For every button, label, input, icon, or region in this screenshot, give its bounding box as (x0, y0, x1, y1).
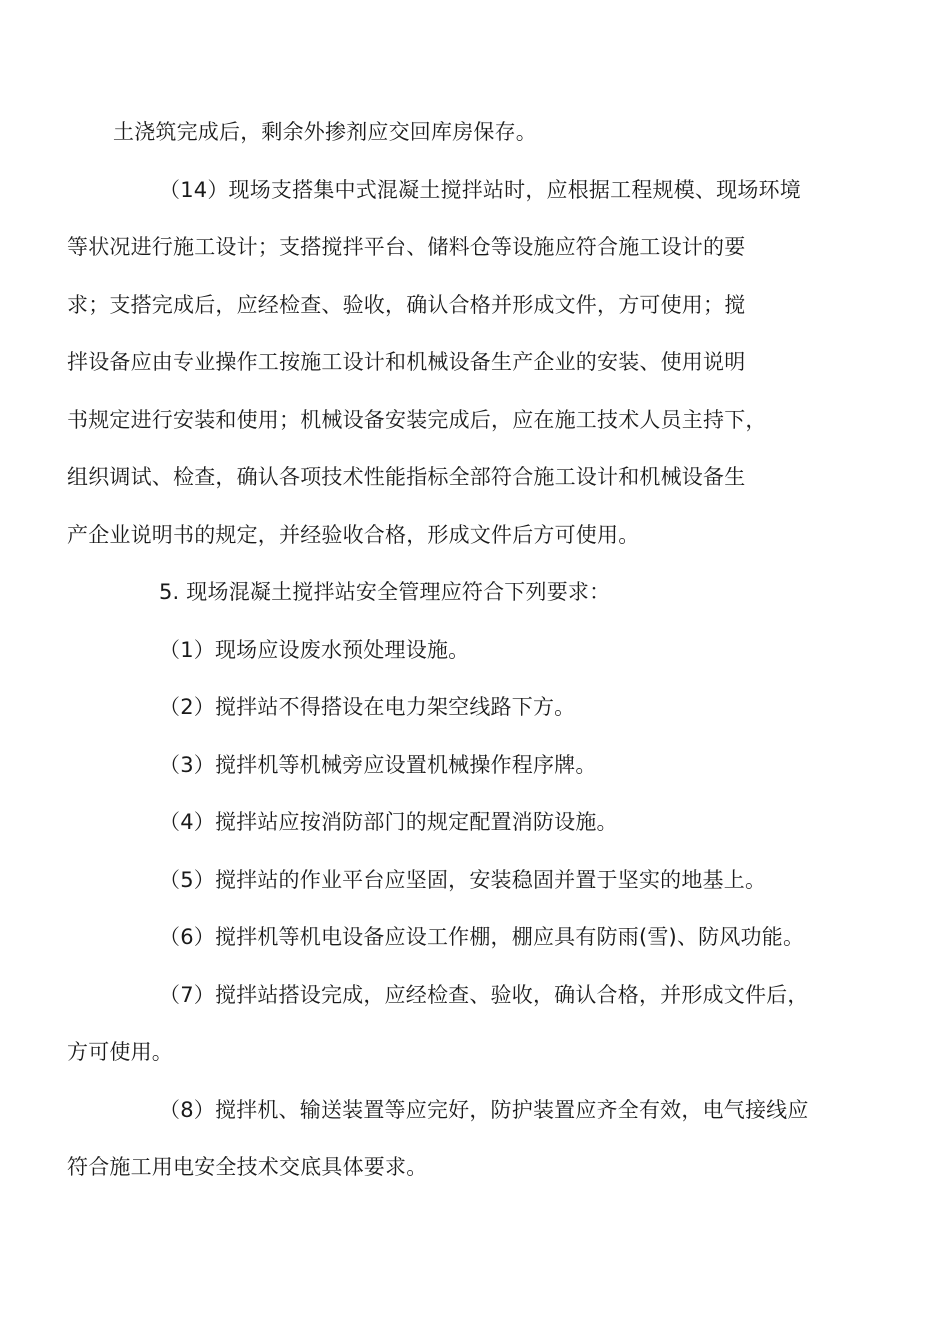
list-item-1 (113, 622, 843, 680)
text-line: 5. 现场混凝土搅拌站安全管理应符合下列要求： (159, 580, 611, 604)
list-item-8 (67, 1082, 843, 1197)
text-line: 产企业说明书的规定，并经验收合格，形成文件后方可使用。 (67, 522, 640, 547)
text-line: （6）搅拌机等机电设备应设工作棚，棚应具有防雨(雪)、防风功能。 (159, 925, 805, 949)
text-line: 符合施工用电安全技术交底具体要求。 (67, 1155, 428, 1179)
text-line: （5）搅拌站的作业平台应坚固，安装稳固并置于坚实的地基上。 (159, 867, 767, 892)
text-line: 组织调试、检查，确认各项技术性能指标全部符合施工设计和机械设备生 (67, 465, 746, 489)
list-item-5 (113, 852, 843, 910)
list-item-6 (113, 909, 843, 967)
text-line: （2）搅拌站不得搭设在电力架空线路下方。 (159, 695, 576, 719)
list-item-7 (67, 967, 843, 1082)
text-line: 书规定进行安装和使用；机械设备安装完成后，应在施工技术人员主持下， (67, 407, 767, 432)
text-line: （3）搅拌机等机械旁应设置机械操作程序牌。 (159, 752, 597, 777)
list-item-3 (113, 737, 843, 795)
paragraph-continuation (113, 104, 843, 162)
paragraph-item-14 (67, 162, 843, 565)
text-line: （7）搅拌站搭设完成，应经检查、验收，确认合格，并形成文件后， (159, 982, 809, 1007)
text-line: 拌设备应由专业操作工按施工设计和机械设备生产企业的安装、使用说明 (67, 350, 746, 374)
text-line: （1）现场应设废水预处理设施。 (159, 637, 470, 662)
list-item-4 (113, 794, 843, 852)
text-line: 土浇筑完成后，剩余外掺剂应交回库房保存。 (113, 120, 537, 144)
text-line: （14）现场支搭集中式混凝土搅拌站时，应根据工程规模、现场环境 (159, 177, 801, 202)
list-item-2 (113, 679, 843, 737)
section-heading-5 (113, 564, 843, 622)
text-line: 方可使用。 (67, 1040, 173, 1064)
document-body (67, 104, 843, 1197)
text-line: 等状况进行施工设计；支搭搅拌平台、储料仓等设施应符合施工设计的要 (67, 235, 746, 259)
text-line: 求；支搭完成后，应经检查、验收，确认合格并形成文件，方可使用；搅 (67, 292, 746, 317)
text-line: （4）搅拌站应按消防部门的规定配置消防设施。 (159, 810, 618, 834)
text-line: （8）搅拌机、输送装置等应完好，防护装置应齐全有效，电气接线应 (159, 1097, 809, 1122)
